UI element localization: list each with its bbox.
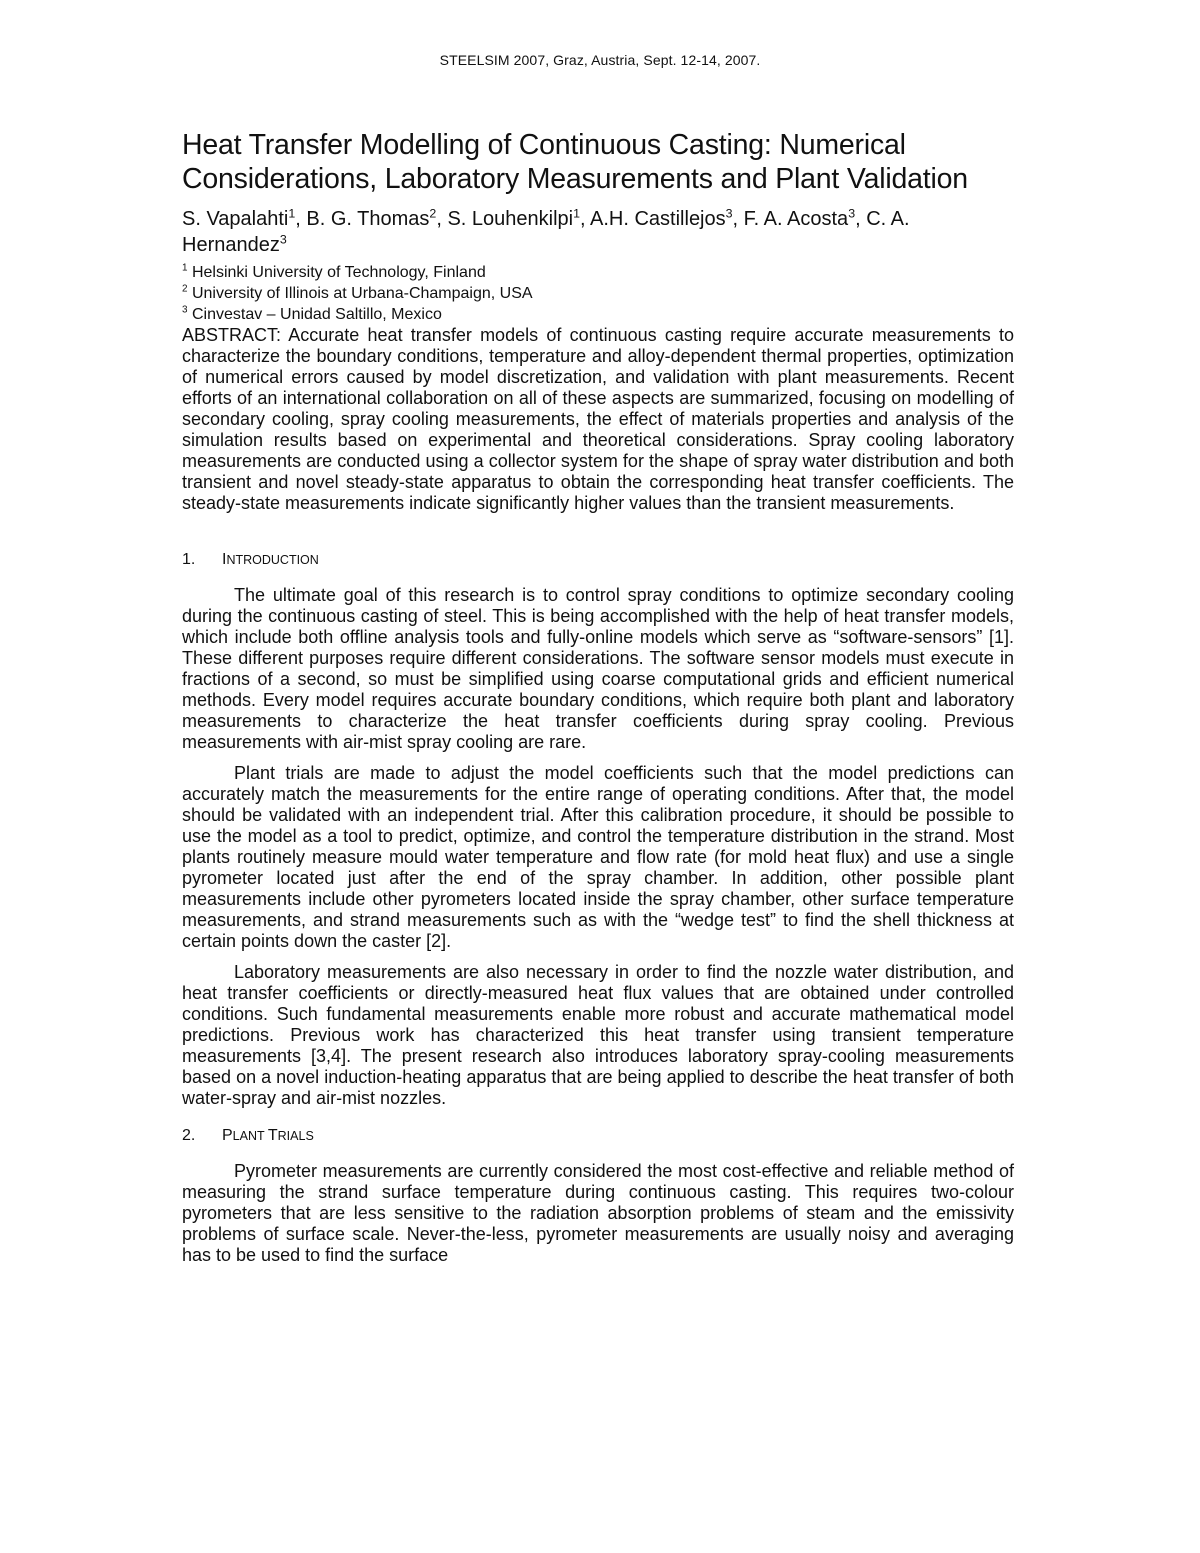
conference-header: STEELSIM 2007, Graz, Austria, Sept. 12-14, 2007. — [439, 52, 761, 68]
title-line-2: Considerations, Laboratory Measurements and Plant Validation — [182, 163, 968, 195]
paragraph: The ultimate goal of this research is to control spray conditions to optimize secondary cooling during the continuous casting of steel. This is being accomplished with the help of heat transfer models, which include both offline analysis tools and fully-online models which serve as “software-sensors” [1]. These different purposes require different considerations. The software sensor models must execute in fractions of a second, so must be simplified using coarse computational grids and efficient numerical methods. Every model requires accurate boundary conditions, which require both plant and laboratory measurements to characterize the heat transfer coefficients during spray cooling. Previous measurements with air-mist spray cooling are rare. — [182, 585, 1014, 752]
paragraph: Plant trials are made to adjust the model coefficients such that the model predictions can accurately match the measurements for the entire range of operating conditions. After that, the model should be validated with an independent trial. After this calibration procedure, it should be possible to use the model as a tool to predict, optimize, and control the temperature distribution in the strand. Most plants routinely measure mould water temperature and flow rate (for mold heat flux) and use a single pyrometer located just after the end of the spray chamber. In addition, other possible plant measurements include other pyrometers located inside the spray chamber, other surface temperature measurements, and strand measurements such as with the “wedge test” to find the shell thickness at certain points down the caster [2]. — [182, 763, 1014, 951]
author: S. Louhenkilpi$^1$, — [447, 206, 591, 230]
affiliation-list — [182, 262, 1014, 325]
author: A.H. Castillejos$^3$, — [590, 206, 744, 230]
abstract: ABSTRACT: Accurate heat transfer models of continuous casting require accurate measurements to characterize the boundary conditions, temperature and alloy-dependent thermal properties, optimization of numerical errors caused by model discretization, and validation with plant measurements. Recent efforts of an international collaboration on all of these aspects are summarized, focusing on modelling of secondary cooling, spray cooling measurements, the effect of materials properties and analysis of the simulation results based on experimental and theoretical considerations. Spray cooling laboratory measurements are conducted using a collector system for the shape of spray water distribution and both transient and novel steady-state apparatus to obtain the corresponding heat transfer coefficients. The steady-state measurements indicate significantly higher values than the transient measurements. — [182, 325, 1014, 513]
paragraph: Laboratory measurements are also necessary in order to find the nozzle water distribution, and heat transfer coefficients or directly-measured heat flux values that are obtained under controlled conditions. Such fundamental measurements enable more robust and accurate mathematical model predictions. Previous work has characterized this heat transfer using transient temperature measurements [3,4]. The present research also introduces laboratory spray-cooling measurements based on a novel induction-heating apparatus that are being applied to describe the heat transfer of both water-spray and air-mist nozzles. — [182, 962, 1014, 1108]
paragraph: Pyrometer measurements are currently considered the most cost-effective and reliable method of measuring the strand surface temperature during continuous casting. This requires two-colour pyrometers that are less sensitive to the radiation absorption problems of steam and the emissivity problems of surface scale. Never-the-less, pyrometer measurements are usually noisy and averaging has to be used to find the surface — [182, 1161, 1014, 1265]
author-list — [182, 206, 1014, 258]
title-line-1: Heat Transfer Modelling of Continuous Casting: Numerical — [182, 129, 906, 161]
author: C. A. Hernandez$^3$ — [182, 208, 910, 256]
section-heading-plant-trials: 2. PLANT TRIALS — [182, 1127, 314, 1144]
section-heading-introduction: 1. INTRODUCTION — [182, 551, 319, 568]
author: S. Vapalahti$^1$, — [182, 206, 307, 230]
paper-title — [182, 128, 1014, 196]
paper-body — [182, 128, 1014, 1266]
affiliation: $^1$ Helsinki University of Technology, Finland — [182, 262, 486, 281]
author: B. G. Thomas$^2$, — [306, 206, 448, 230]
affiliation: $^2$ University of Illinois at Urbana-Champaign, USA — [182, 283, 533, 302]
affiliation: $^3$ Cinvestav – Unidad Saltillo, Mexico — [182, 304, 442, 323]
author: F. A. Acosta$^3$, — [743, 206, 867, 230]
